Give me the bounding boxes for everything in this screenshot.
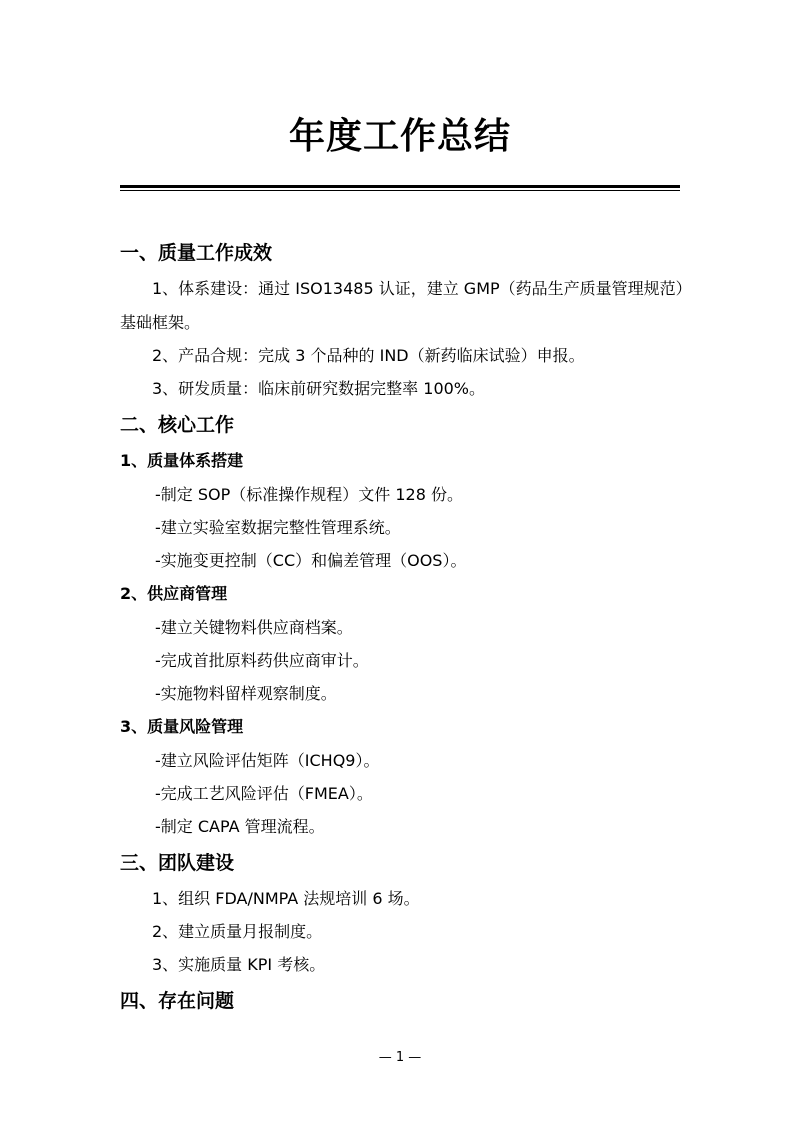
page-number: — 1 —: [378, 1050, 422, 1065]
paragraph: 3、实施质量 KPI 考核。: [152, 955, 326, 974]
paragraph: 1、体系建设：通过 ISO13485 认证，建立 GMP（药品生产质量管理规范）: [152, 279, 692, 298]
paragraph: 2、建立质量月报制度。: [152, 922, 323, 941]
paragraph: 1、组织 FDA/NMPA 法规培训 6 场。: [152, 889, 420, 908]
subsection-heading: 3、质量风险管理: [120, 717, 244, 736]
subsection-heading: 1、质量体系搭建: [120, 451, 244, 470]
title-rule-thin: [120, 190, 680, 191]
subsection-heading: 2、供应商管理: [120, 584, 228, 603]
bullet-item: -实施变更控制（CC）和偏差管理（OOS）。: [155, 551, 467, 570]
paragraph: 3、研发质量：临床前研究数据完整率 100%。: [152, 379, 486, 398]
bullet-item: -建立关键物料供应商档案。: [155, 618, 353, 637]
section-heading: 四、存在问题: [120, 990, 235, 1012]
section-heading: 二、核心工作: [120, 414, 235, 436]
title-rule-thick: [120, 185, 680, 188]
bullet-item: -实施物料留样观察制度。: [155, 684, 337, 703]
paragraph: 基础框架。: [120, 313, 201, 332]
paragraph: 2、产品合规：完成 3 个品种的 IND（新药临床试验）申报。: [152, 346, 585, 365]
bullet-item: -建立实验室数据完整性管理系统。: [155, 518, 401, 537]
bullet-item: -制定 SOP（标准操作规程）文件 128 份。: [155, 485, 463, 504]
section-heading: 一、质量工作成效: [120, 242, 273, 264]
document-title: 年度工作总结: [288, 116, 511, 157]
section-heading: 三、团队建设: [120, 852, 235, 874]
bullet-item: -建立风险评估矩阵（ICHQ9）。: [155, 751, 380, 770]
bullet-item: -制定 CAPA 管理流程。: [155, 817, 325, 836]
bullet-item: -完成工艺风险评估（FMEA）。: [155, 784, 373, 803]
bullet-item: -完成首批原料药供应商审计。: [155, 651, 369, 670]
